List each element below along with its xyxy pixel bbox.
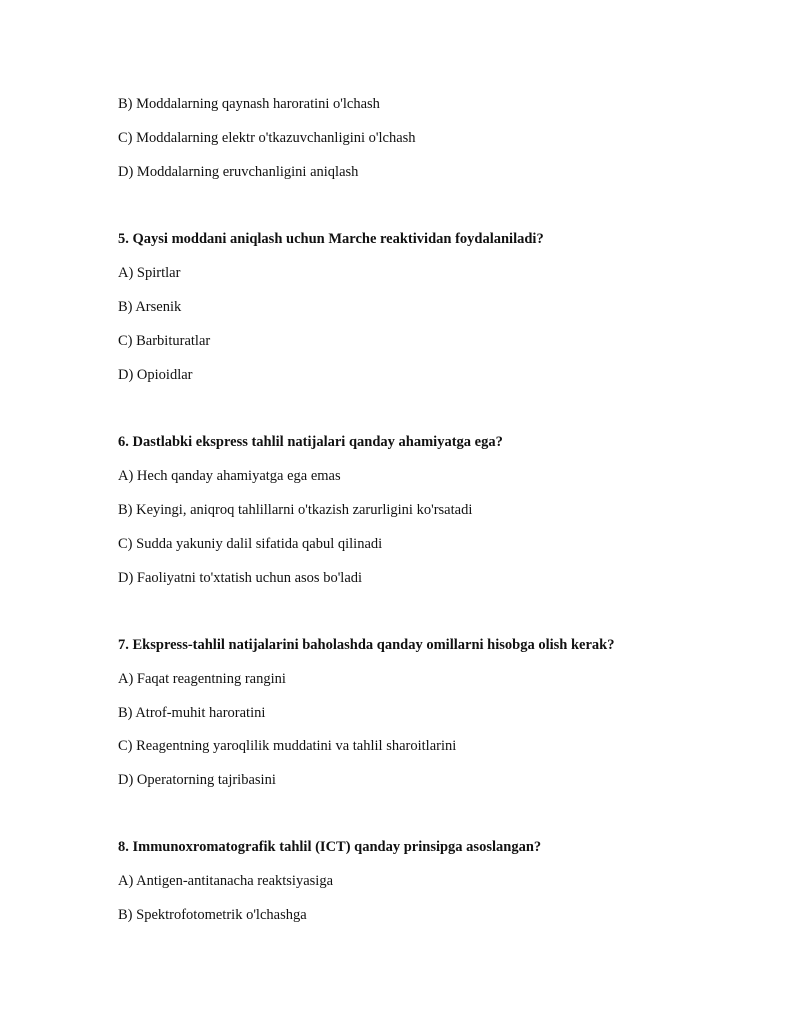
question-heading: 8. Immunoxromatografik tahlil (ICT) qanday prinsipga asoslangan? <box>118 839 542 855</box>
option-line: D) Faoliyatni to'xtatish uchun asos bo'ladi <box>118 570 363 586</box>
option-line: C) Barbituratlar <box>118 333 211 349</box>
option-line: C) Reagentning yaroqlilik muddatini va tahlil sharoitlarini <box>118 738 457 754</box>
option-line: A) Hech qanday ahamiyatga ega emas <box>118 468 341 484</box>
option-line: C) Moddalarning elektr o'tkazuvchanligini o'lchash <box>118 130 416 146</box>
option-line: B) Atrof-muhit haroratini <box>118 705 266 721</box>
option-line: B) Spektrofotometrik o'lchashga <box>118 907 307 923</box>
option-line: D) Opioidlar <box>118 367 193 383</box>
option-line: B) Arsenik <box>118 299 182 315</box>
option-line: B) Keyingi, aniqroq tahlillarni o'tkazish zarurligini ko'rsatadi <box>118 502 473 518</box>
option-line: D) Moddalarning eruvchanligini aniqlash <box>118 164 359 180</box>
option-line: D) Operatorning tajribasini <box>118 772 276 788</box>
option-line: A) Faqat reagentning rangini <box>118 671 286 687</box>
option-line: A) Antigen-antitanacha reaktsiyasiga <box>118 873 334 889</box>
question-heading: 7. Ekspress-tahlil natijalarini baholashda qanday omillarni hisobga olish kerak? <box>118 637 615 653</box>
question-heading: 6. Dastlabki ekspress tahlil natijalari qanday ahamiyatga ega? <box>118 434 503 450</box>
option-line: B) Moddalarning qaynash haroratini o'lchash <box>118 96 380 112</box>
option-line: A) Spirtlar <box>118 265 181 281</box>
option-line: C) Sudda yakuniy dalil sifatida qabul qilinadi <box>118 536 383 552</box>
question-heading: 5. Qaysi moddani aniqlash uchun Marche reaktividan foydalaniladi? <box>118 231 544 247</box>
